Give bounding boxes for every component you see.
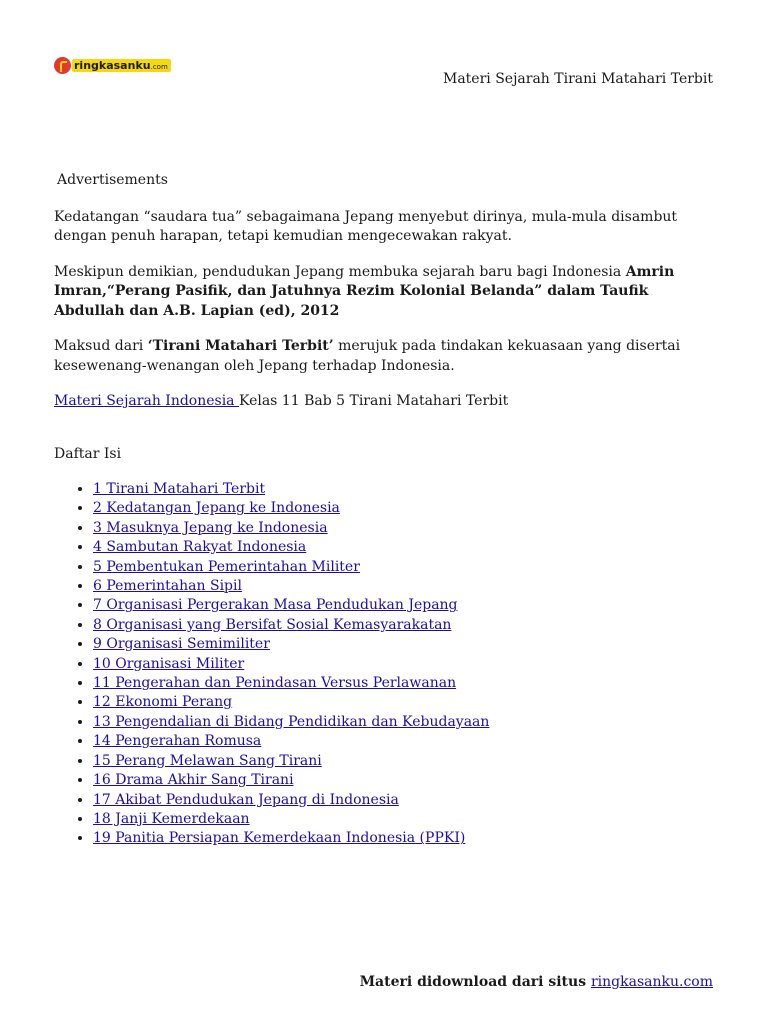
article-body: [54, 171, 722, 849]
toc-item: [93, 791, 722, 810]
toc-link[interactable]: 13 Pengendalian di Bidang Pendidikan dan Kebudayaan: [93, 713, 490, 730]
toc-link[interactable]: 7 Organisasi Pergerakan Masa Pendudukan Jepang: [93, 597, 458, 614]
citation-bold: Amrin Imran,“Perang Pasifik, dan Jatuhnya Rezim Kolonial Belanda” dalam Taufik Abdullah dan A.B. Lapian (ed), 2012: [54, 263, 675, 319]
toc-item: [93, 558, 722, 577]
toc-title: Daftar Isi: [54, 445, 122, 462]
toc-item: [93, 732, 722, 751]
toc-link[interactable]: 8 Organisasi yang Bersifat Sosial Kemasyarakatan: [93, 616, 452, 633]
toc-link[interactable]: 11 Pengerahan dan Penindasan Versus Perlawanan: [93, 675, 457, 692]
toc-item: [93, 499, 722, 518]
toc-link[interactable]: 10 Organisasi Militer: [93, 655, 245, 672]
paragraph-meskipun: [54, 263, 722, 322]
toc-item: [93, 810, 722, 829]
toc-link[interactable]: 12 Ekonomi Perang: [93, 694, 233, 711]
toc-link[interactable]: 19 Panitia Persiapan Kemerdekaan Indonesia (PPKI): [93, 830, 466, 847]
toc-item: [93, 655, 722, 674]
paragraph-materi: [54, 392, 722, 412]
toc-item: [93, 635, 722, 654]
page-footer: [360, 973, 713, 992]
logo-domain: .com: [150, 62, 168, 71]
toc-link[interactable]: 4 Sambutan Rakyat Indonesia: [93, 539, 307, 556]
toc-link[interactable]: 3 Masuknya Jepang ke Indonesia: [93, 519, 328, 536]
table-of-contents: [54, 480, 722, 849]
paragraph-maksud: [54, 337, 722, 376]
logo-text: [72, 59, 171, 72]
materi-sejarah-link[interactable]: Materi Sejarah Indonesia: [54, 393, 239, 409]
logo-icon: [54, 57, 71, 74]
paragraph-maksud-pre: Maksud dari: [54, 338, 148, 354]
toc-item: [93, 538, 722, 557]
toc-item: [93, 713, 722, 732]
toc-item: [93, 752, 722, 771]
toc-link[interactable]: 5 Pembentukan Pemerintahan Militer: [93, 558, 360, 575]
paragraph-meskipun-text: Meskipun demikian, pendudukan Jepang membuka sejarah baru bagi Indonesia: [54, 263, 626, 280]
paragraph-kedatangan: Kedatangan “saudara tua” sebagaimana Jepang menyebut dirinya, mula-mula disambut dengan penuh harapan, tetapi kemudian mengecewakan rakyat.: [54, 208, 678, 244]
toc-link[interactable]: 16 Drama Akhir Sang Tirani: [93, 772, 294, 789]
toc-item: [93, 693, 722, 712]
site-logo[interactable]: [54, 56, 178, 74]
toc-item: [93, 771, 722, 790]
toc-item: [93, 519, 722, 538]
paragraph-materi-text: Kelas 11 Bab 5 Tirani Matahari Terbit: [238, 393, 509, 409]
toc-item: [93, 596, 722, 615]
tirani-term-bold: ‘Tirani Matahari Terbit’: [147, 338, 334, 354]
paragraph-maksud-post: merujuk pada tindakan kekuasaan yang disertai kesewenang-wenangan oleh Jepang terhadap Indonesia.: [54, 338, 681, 374]
page-header-title: Materi Sejarah Tirani Matahari Terbit: [442, 71, 713, 87]
toc-link[interactable]: 15 Perang Melawan Sang Tirani: [93, 752, 322, 769]
toc-item: [93, 577, 722, 596]
toc-item: [93, 829, 722, 848]
footer-site-link[interactable]: ringkasanku.com: [590, 974, 713, 990]
toc-link[interactable]: 6 Pemerintahan Sipil: [93, 578, 242, 595]
logo-name: ringkasanku: [74, 58, 151, 72]
toc-link[interactable]: 17 Akibat Pendudukan Jepang di Indonesia: [93, 791, 399, 808]
toc-item: [93, 480, 722, 499]
footer-text: Materi didownload dari situs: [359, 974, 591, 990]
toc-item: [93, 616, 722, 635]
toc-item: [93, 674, 722, 693]
toc-link[interactable]: 18 Janji Kemerdekaan: [93, 810, 250, 827]
toc-link[interactable]: 2 Kedatangan Jepang ke Indonesia: [93, 500, 340, 517]
advertisements-label: Advertisements: [57, 172, 168, 188]
toc-link[interactable]: 9 Organisasi Semimiliter: [93, 636, 270, 653]
toc-link[interactable]: 1 Tirani Matahari Terbit: [93, 481, 266, 497]
toc-link[interactable]: 14 Pengerahan Romusa: [93, 733, 262, 750]
